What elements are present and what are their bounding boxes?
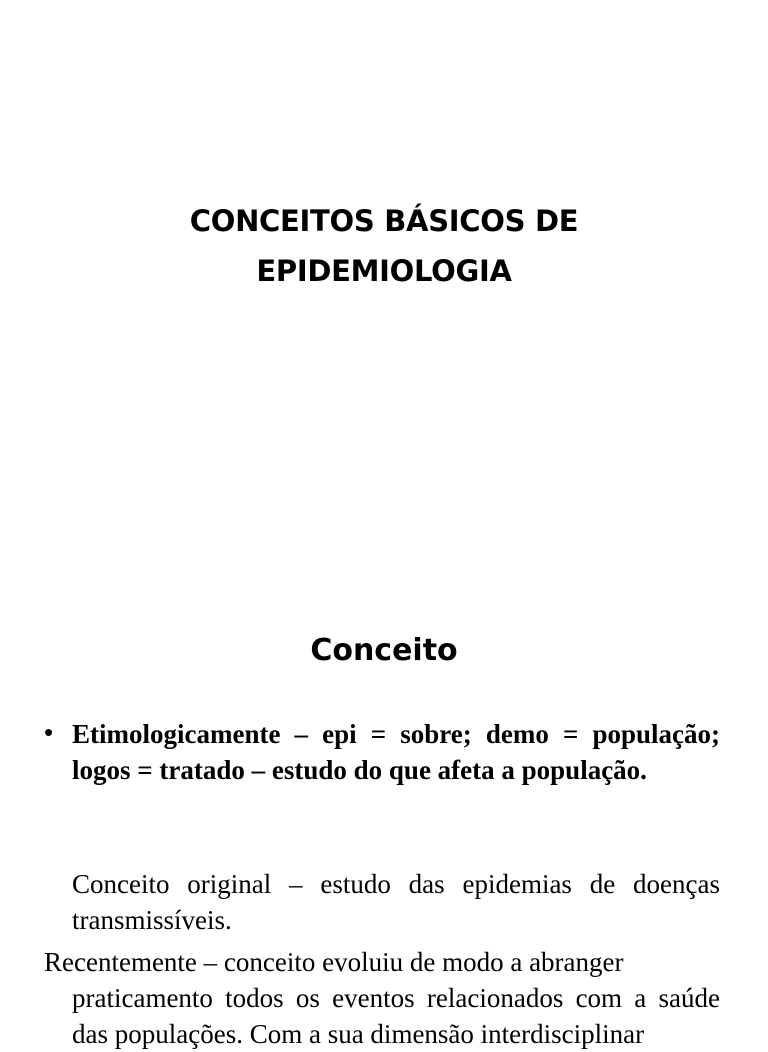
recent-concept-continuation: praticamento todos os eventos relacionados com a saúde das populações. Com a sua dimensão interdisciplinar	[72, 983, 720, 1049]
slide-heading: Conceito	[310, 633, 458, 668]
bullet-text: Etimologicamente – epi = sobre; demo = população; logos = tratado – estudo do que afeta a população.	[72, 719, 720, 785]
original-concept-paragraph: Conceito original – estudo das epidemias de doenças transmissíveis.	[72, 869, 720, 935]
bullet-icon: •	[44, 717, 54, 747]
slide-title	[0, 196, 768, 296]
bullet-item	[44, 716, 720, 788]
title-line-2: EPIDEMIOLOGIA	[256, 254, 512, 288]
recent-concept-paragraph	[44, 944, 720, 1052]
title-line-1: CONCEITOS BÁSICOS DE	[189, 204, 579, 238]
recent-concept-first-line: Recentemente – conceito evoluiu de modo a abranger	[44, 947, 624, 977]
concept-slide	[0, 576, 768, 1049]
